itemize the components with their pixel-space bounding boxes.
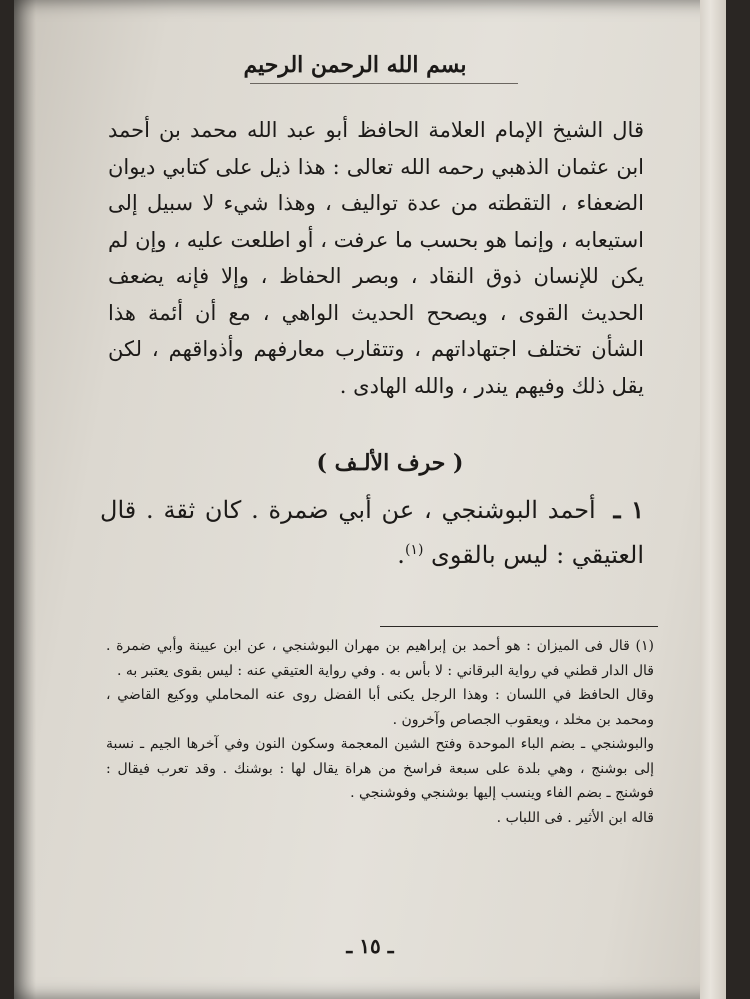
footnotes [106,634,654,830]
book-binding-shadow [14,0,36,999]
footnote-paragraph: والبوشنجي ـ بضم الباء الموحدة وفتح الشين المعجمة وسكون النون وفي آخرها الجيم ـ نسبة إلى بوشنج ، وهي بلدة على سبعة فراسخ من هراة يقال لها : بوشنك . وقد تعرب فيقال : فوشنج ـ بضم الفاء وينسب إليها بوشنجي وفوشنجي . [106,736,654,801]
entry-end-period: . [397,541,405,569]
page-number: ـ ١٥ ـ [346,934,394,958]
footnote-reference: (١) [404,542,424,558]
section-heading: ( حرف الألـف ) [316,450,464,476]
footnote-paragraph: (١) قال فى الميزان : هو أحمد بن إبراهيم بن مهران البوشنجي ، عن ابن عيينة وأبي ضمرة . قال الدار قطني في رواية البرقاني : لا بأس به . وفي رواية العتيقي عنه : ليس بقوى يعتبر به . [106,638,654,679]
footnote-paragraph: وقال الحافظ في اللسان : وهذا الرجل يكنى أبا الفضل روى عنه المحاملي ووكيع القاضي ، ومحمد بن مخلد ، ويعقوب الجصاص وآخرون . [106,687,654,728]
footnote-separator [380,626,658,627]
entry-number: ١ ـ [613,495,644,524]
footnote-paragraph: قاله ابن الأثير . فى اللباب . [496,809,654,826]
entry-text: أحمد البوشنجي ، عن أبي ضمرة . كان ثقة . قال العتيقي : ليس بالقوى [100,496,644,569]
basmala-heading: بسم الله الرحمن الرحيم [243,52,467,78]
intro-paragraph: قال الشيخ الإمام العلامة الحافظ أبو عبد الله محمد بن أحمد ابن عثمان الذهبي رحمه الله تعالى : هذا ذيل على كتابي ديوان الضعفاء ، التقطته من عدة تواليف ، وهذا شيء لا سبيل إلى استيعابه ، وإنما هو بحسب ما عرفت ، أو اطلعت عليه ، وإن لم يكن للإنسان ذوق النقاد ، وبصر الحفاظ ، وإلا فإنه يضعف الحديث القوى ، ويصحح الحديث الواهي ، مع أن أئمة هذا الشأن تختلف اجتهاداتهم ، وتتقارب معارفهم وأذواقهم ، لكن يقل ذلك وفيهم يندر ، والله الهادى . [108,118,644,398]
entry-1 [100,490,644,575]
basmala-underline [250,83,518,84]
page-edge [700,0,726,999]
